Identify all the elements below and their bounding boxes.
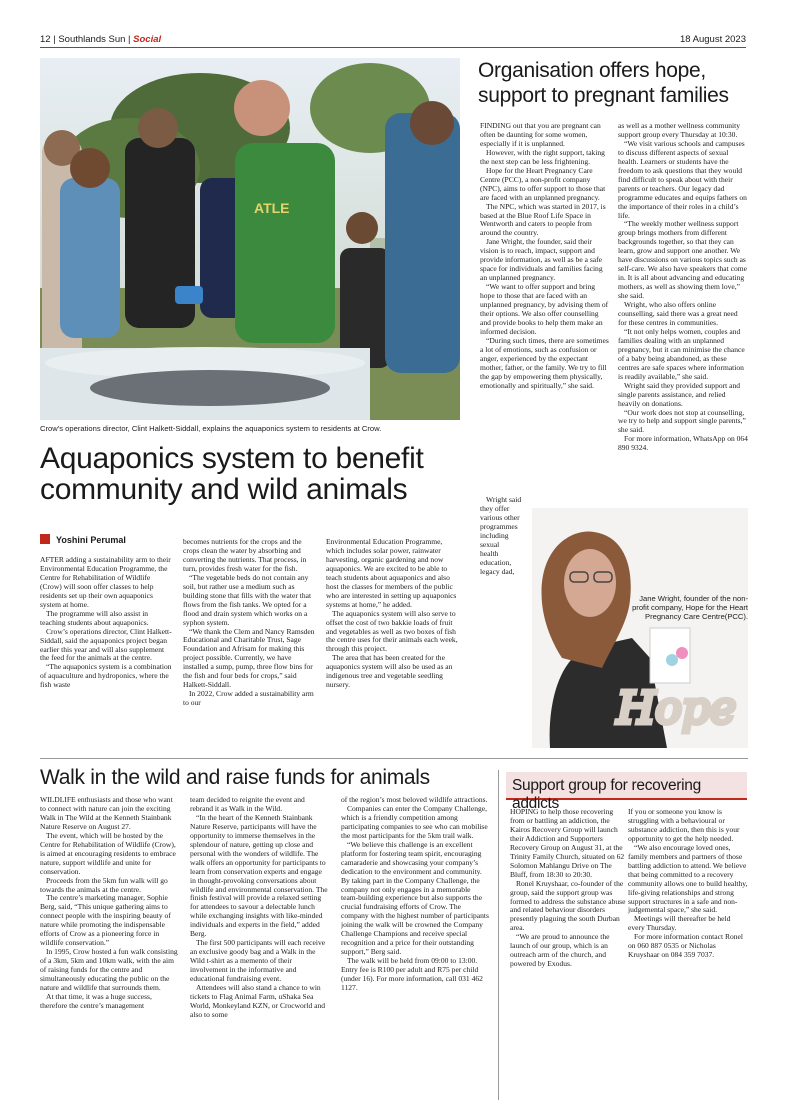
paragraph bbox=[618, 435, 748, 453]
paragraph: “In the heart of the Kenneth Stainbank Nature Reserve, participants will have the opportunity to immerse themselves in the splendour of nature, getting up close and personal with the wonders of wildlife. The walk offers an opportunity for participants to learn from conservation experts and engage in thought-provoking conversations about wildlife and environmental conservation. The finish festival will provide a relaxed setting for attendees to savour a delectable lunch while exchanging insights with like-minded individuals and experts in the field,” added Berg. bbox=[190, 812, 328, 939]
paragraph: In 1995, Crow hosted a fun walk consisting of a 3km, 5km and 10km walk, with the aim of raising funds for the centre and simultaneously educating the public on the nature and wildlife that surrounds them. bbox=[40, 947, 178, 993]
issue-date: 18 August 2023 bbox=[679, 34, 746, 45]
support-col-1 bbox=[510, 808, 626, 1106]
paragraph: “During such times, there are sometimes a lot of emotions, such as confusion or anger, experienced by the expectant mother, father, or the family. We try to fill the gap by empowering them physically, emotionally and spiritually,” she said. bbox=[480, 335, 609, 390]
page-folio: 12 | Southlands Sun | Social bbox=[40, 34, 162, 45]
paragraph: For more information contact Ronel on 060 887 0535 or Nicholas Kruyshaar on 084 359 7037. bbox=[628, 932, 743, 960]
paragraph: team decided to reignite the event and rebrand it as Walk in the Wild. bbox=[190, 796, 305, 813]
paragraph: “The vegetable beds do not contain any soil, but rather use a medium such as building stone that fills with the water that flows from the fish tanks. We opted for a flood and drain system which works on a syphon system. bbox=[183, 572, 312, 627]
wrap-line: Wright said bbox=[486, 496, 522, 504]
walk-headline: Walk in the wild and raise funds for animals bbox=[40, 766, 430, 789]
hope-sign: Hope bbox=[617, 683, 737, 734]
walk-col-1 bbox=[40, 796, 179, 1112]
column-divider bbox=[498, 770, 499, 1100]
paragraph: However, with the right support, taking the next step can be less frightening. bbox=[480, 147, 605, 166]
paragraph: “We want to offer support and bring hope to those that are faced with an unplanned pregnancy, by advising them of their options. We also offer counselling and provide books to help them make an informed decision. bbox=[480, 282, 609, 336]
paragraph: Wright, who also offers online counselling, said there was a great need for these centres in communities. bbox=[618, 300, 738, 327]
paragraph: The event, which will be hosted by the Centre for Rehabilitation of Wildlife (Crow), is aimed at encouraging residents to embrace nature, support wildlife and unite for conservation. bbox=[40, 830, 176, 876]
paragraph: “The weekly mother wellness support group brings mothers from different backgrounds together, so that they can learn, grow and support one another. We have discussions on various topics such as self-care. We also have speakers that come in. It is all about advancing and educating mothers, as well as showing them love,” she said. bbox=[618, 219, 747, 301]
byline-marker bbox=[40, 534, 50, 544]
aquaponics-col-3 bbox=[326, 538, 460, 750]
paragraph: as well as a mother wellness community support group every Thursday at 10:30. bbox=[618, 122, 740, 139]
paragraph: Crow’s operations director, Clint Halkett-Siddall, said the aquaponics project began earlier this year and will also supplement the feed for the animals at the centre. bbox=[40, 626, 172, 663]
hope-headline: Organisation offers hope, support to pregnant families bbox=[478, 59, 729, 107]
aquaponics-headline: Aquaponics system to benefit community and wild animals bbox=[40, 442, 424, 506]
paragraph: “The aquaponics system is a combination of aquaculture and hydroponics, where the fish waste bbox=[40, 662, 172, 690]
support-headline: Support group for recovering addicts bbox=[512, 777, 701, 812]
paragraph: “We visit various schools and campuses to discuss different aspects of sexual health. Learners or students have the freedom to ask questions that they would find difficult to speak about with their parents or teachers. Our legacy dad programme educates and equips fathers on the importance of their roles in a child’s life. bbox=[618, 138, 747, 220]
paragraph: “We thank the Clem and Nancy Ramsden Educational and Charitable Trust, Sage Foundation and Afrisam for making this project possible. Currently, we have installed a sump, pump, three flow bins for the fish and four beds for crops,” said Halkett-Siddall. bbox=[183, 626, 315, 690]
paragraph: Wright said they provided support and single parents assistance, and relied heavily on donations. bbox=[618, 380, 741, 408]
section-name: Social bbox=[133, 34, 162, 45]
walk-col-3 bbox=[341, 796, 489, 1112]
paragraph: of the region’s most beloved wildlife attractions. bbox=[341, 796, 488, 804]
paragraph: The centre’s marketing manager, Sophie Berg, said, “This unique gathering aims to connect people with the inspiring beauty of nature while promoting the indispensable efforts of Crow as a pioneering force in wildlife conservation.” bbox=[40, 893, 171, 948]
paragraph: Attendees will also stand a chance to win tickets to Flag Animal Farm, uShaka Sea World, Monkeyland KZN, or Crocworld and also to some bbox=[190, 983, 325, 1019]
aquaponics-photo bbox=[40, 58, 460, 420]
hope-col-2 bbox=[618, 122, 748, 566]
wrap-line: legacy dad, bbox=[480, 566, 515, 576]
paragraph: Ronel Kruyshaar, co-founder of the group, said the support group was formed to address the substance abuse and related behaviour disorders presently plaguing the south Durban area. bbox=[510, 878, 626, 933]
jane-wright-caption: Jane Wright, founder of the non-profit company, Hope for the Heart Pregnancy Care Centre(PCC). bbox=[632, 594, 748, 622]
support-headline-box bbox=[506, 772, 747, 812]
paragraph: FINDING out that you are pregnant can often be daunting for some women, especially if it is unplanned. bbox=[480, 122, 601, 148]
svg-text:ATLE: ATLE bbox=[254, 200, 290, 216]
wrap-line: including bbox=[480, 530, 509, 540]
wrap-line: programmes bbox=[480, 521, 518, 531]
paragraph: “We also encourage loved ones, family members and partners of those battling addiction to attend. We believe that being committed to a recovery community allows one to build healthy, life-giving relationships and strong support structures in a safe and non-judgemental space,” she said. bbox=[628, 842, 748, 915]
paragraph: In 2022, Crow added a sustainability arm to our bbox=[183, 689, 314, 708]
paragraph: HOPING to help those recovering from or battling an addiction, the Kairos Recovery Group will launch their Addiction and Supporters Recovery Group on August 31, at the Trinity Family Church, situated on 62 Solomon Mahlangu Drive on The Bluff, from 18:30 to 20:30. bbox=[510, 808, 625, 879]
wrap-line: sexual bbox=[480, 539, 500, 549]
paragraph: The area that has been created for the aquaponics system will also be used as an indigenous tree and vegetable seedling nursery. bbox=[326, 653, 453, 690]
paragraph: “It not only helps women, couples and families dealing with an unplanned pregnancy, but it can minimise the chance of a baby being abandoned, as these centres are safe spaces where information is readily available,” she said. bbox=[618, 326, 745, 381]
paragraph: The aquaponics system will also serve to offset the cost of two bakkie loads of fruit and vegetables as well as two boxes of fish the centre uses for their animals each week, through this project. bbox=[326, 608, 458, 654]
paragraph: The first 500 participants will each receive an exclusive goody bag and a Walk in the Wild t-shirt as a memento of their involvement in the informative and educational fundraising event. bbox=[190, 938, 326, 984]
wrap-line: various other bbox=[480, 512, 520, 522]
aquaponics-col-2 bbox=[183, 538, 315, 750]
support-col-2 bbox=[628, 808, 748, 1106]
paragraph: “We believe this challenge is an excellent platform for fostering team spirit, encouraging camaraderie and showcasing your company’s dedication to the environment and community. By taking part in the Company Challenge, the company not only engages in a memorable team-building experience but also supports the crucial fundraising efforts of Crow. The company with the highest number of participants joining the walk will be crowned the Company Challenge Champions and receive special recognition and a price for their outstanding support,” Berg said. bbox=[341, 839, 489, 957]
wrap-line: health bbox=[480, 548, 499, 558]
paragraph: “Our work does not stop at counselling, we try to help and support single parents,” she said. bbox=[618, 407, 746, 435]
paper-name: Southlands Sun bbox=[58, 34, 126, 45]
page-number: 12 bbox=[40, 34, 51, 45]
paragraph: Environmental Education Programme, which includes solar power, rainwater harvesting, organic gardening and now aquaponics. We are excited to be able to teach students about aquaponics and also host the classes for members of the public who are interested in setting up aquaponics systems at home,” he added. bbox=[326, 538, 457, 609]
byline-author: Yoshini Perumal bbox=[56, 535, 126, 545]
paragraph: Jane Wright, the founder, said their vision is to reach, impact, support and provide information, as well as be a safe space for individuals and families facing an unplanned pregnancy. bbox=[480, 237, 603, 283]
walk-col-2 bbox=[190, 796, 329, 1112]
paragraph: becomes nutrients for the crops and the crops clean the water by absorbing and converting the nutrients. That process, in turn, provides fresh water for the fish. bbox=[183, 538, 307, 573]
page-header bbox=[40, 34, 746, 48]
aquaponics-photo-caption: Crow’s operations director, Clint Halkett-Siddall, explains the aquaponics system to residents at Crow. bbox=[40, 424, 382, 433]
wrap-line: they offer bbox=[480, 503, 510, 513]
paragraph: Hope for the Heart Pregnancy Care Centre (PCC), a non-profit company (NPC), aims to offer support to those that are faced with an unplanned pregnancy. bbox=[480, 165, 606, 202]
paragraph: WILDLIFE enthusiasts and those who want to connect with nature can join the exciting Walk in The Wild at the Kenneth Stainbank Nature Reserve on August 27. bbox=[40, 796, 173, 831]
paragraph: Proceeds from the 5km fun walk will go towards the animals at the centre. bbox=[40, 875, 168, 894]
wrap-line: education, bbox=[480, 557, 512, 567]
byline bbox=[40, 534, 126, 545]
paragraph: The programme will also assist in teaching students about aquaponics. bbox=[40, 608, 149, 627]
paragraph: Companies can enter the Company Challenge, which is a friendly competition among participating companies to see who can mobilise the most participants for the 5km trail walk. bbox=[341, 803, 488, 840]
jane-wright-photo bbox=[532, 508, 748, 748]
paragraph: At that time, it was a huge success, therefore the centre’s management bbox=[40, 991, 152, 1010]
paragraph: Meetings will thereafter be held every Thursday. bbox=[628, 914, 731, 933]
aquaponics-col-1 bbox=[40, 556, 172, 750]
paragraph: If you or someone you know is struggling with a behavioural or substance addiction, then this is your opportunity to get the help needed. bbox=[628, 808, 740, 843]
paragraph: The NPC, which was started in 2017, is based at the Blue Roof Life Space in Wentworth and caters to people from around the country. bbox=[480, 201, 606, 238]
hope-col-1-wrap bbox=[480, 496, 530, 582]
hope-col-1 bbox=[480, 122, 610, 496]
section-divider bbox=[40, 758, 748, 759]
paragraph: AFTER adding a sustainability arm to their Environmental Education Programme, the Centre for Rehabilitation of Wildlife (Crow) will soon offer classes to help residents set up their own aquaponics system at home. bbox=[40, 556, 171, 609]
paragraph: “We are proud to announce the launch of our group, which is an outreach arm of the church, and powered by Exodus. bbox=[510, 932, 610, 969]
paragraph: The walk will be held from 09:00 to 13:00. Entry fee is R100 per adult and R75 per child (under 16). For more information, call 031 462 1127. bbox=[341, 956, 483, 993]
contact-whatsapp: For more information, WhatsApp on 064 890 9324. bbox=[618, 434, 748, 453]
